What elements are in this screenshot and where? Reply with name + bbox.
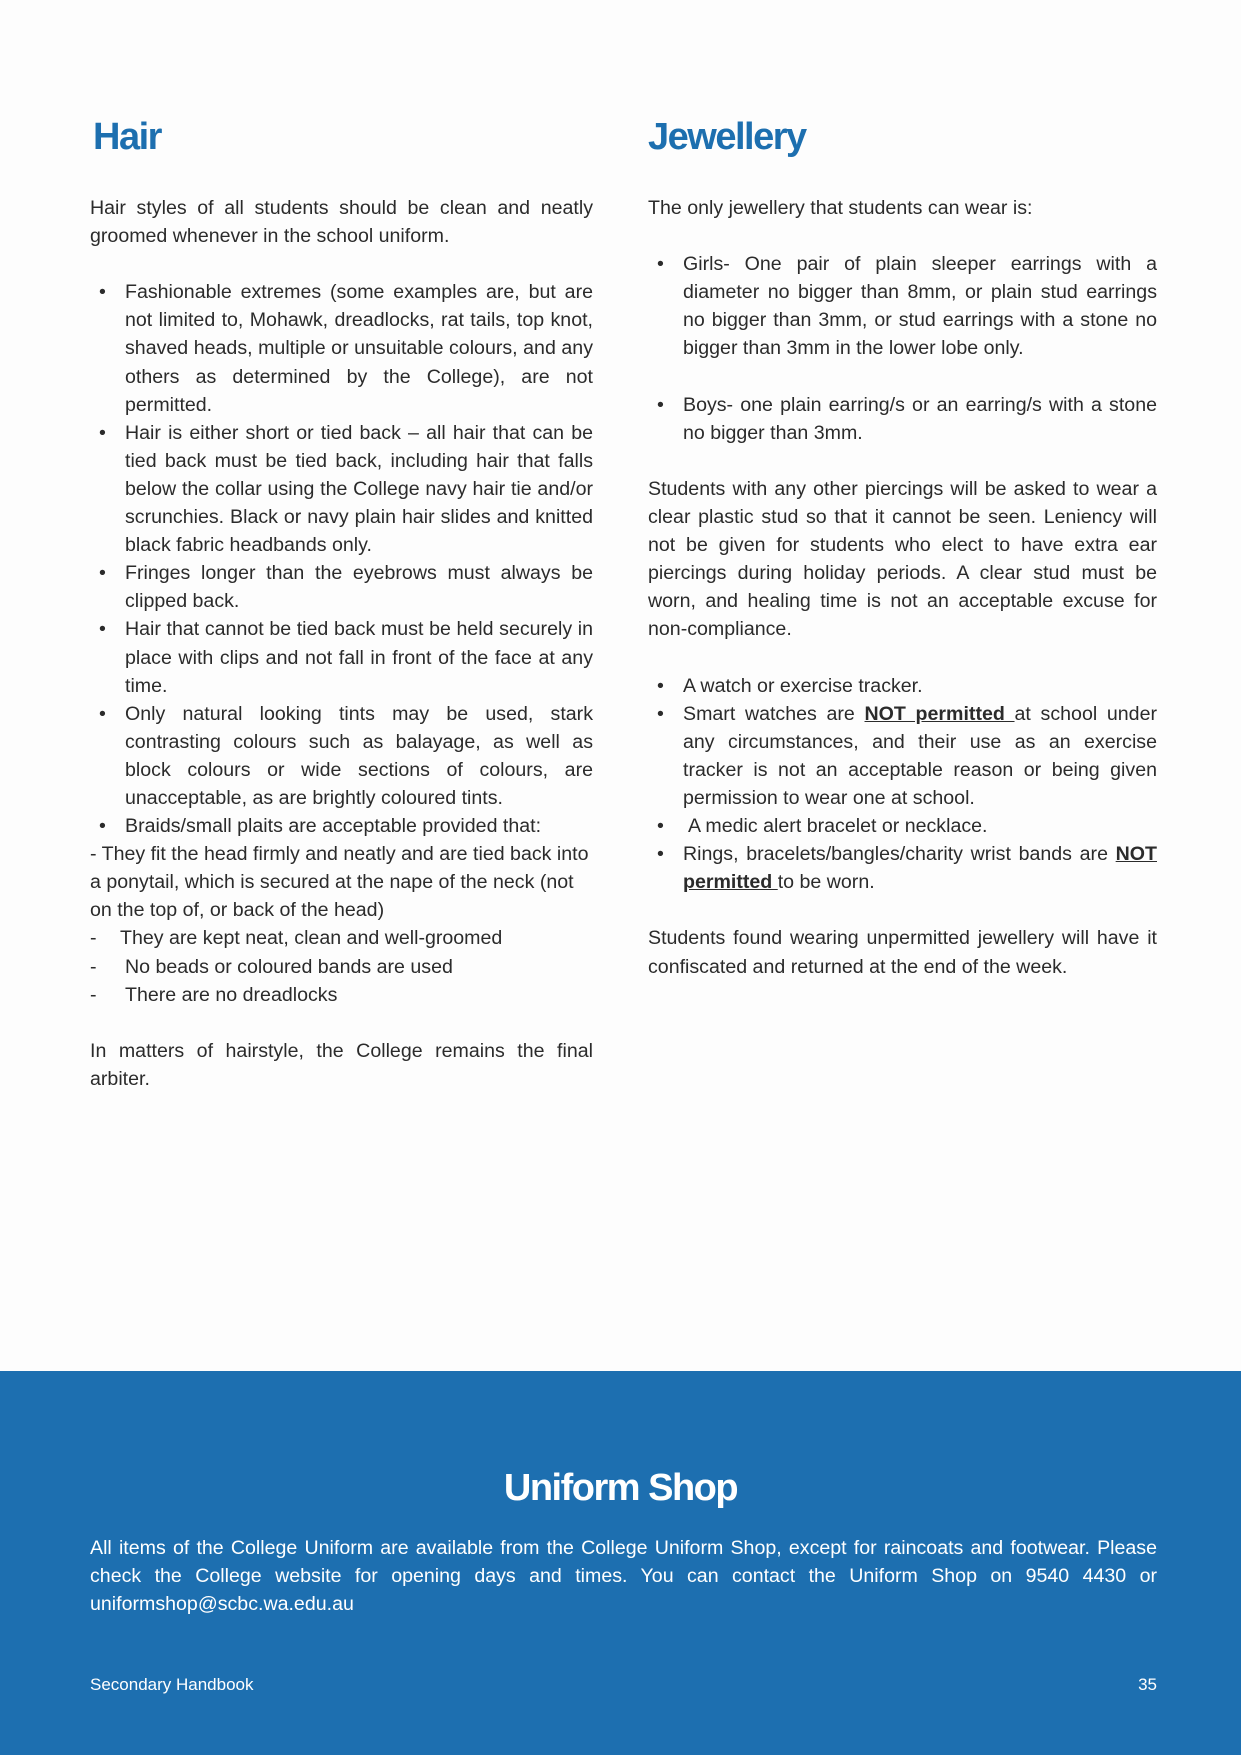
smart-watch-text-pre: Smart watches are bbox=[683, 702, 865, 725]
list-item: • A watch or exercise tracker. bbox=[648, 672, 1157, 700]
list-item: • Fringes longer than the eyebrows must always be clipped back. bbox=[90, 559, 593, 615]
earrings-list bbox=[648, 250, 1157, 362]
list-item: • Girls- One pair of plain sleeper earrings with a diameter no bigger than 8mm, or plain stud earrings no bigger than 3mm, or stud earrings with a stone no bigger than 3mm in the lower lobe only. bbox=[648, 250, 1157, 362]
hair-intro: Hair styles of all students should be clean and neatly groomed whenever in the school uniform. bbox=[90, 197, 593, 248]
list-item bbox=[648, 840, 1157, 896]
list-item: • Braids/small plaits are acceptable provided that: bbox=[90, 812, 593, 840]
dash-marker: - bbox=[90, 983, 97, 1006]
document-title: Secondary Handbook bbox=[90, 1675, 254, 1694]
uniform-shop-text: All items of the College Uniform are available from the College Uniform Shop, except for raincoats and footwear. Please check the College website for opening days and times. You can contact the Uniform Shop on 9540 4430 or uniformshop@scbc.wa.edu.au bbox=[90, 1537, 1157, 1616]
hair-heading: Hair bbox=[93, 116, 161, 158]
dash-marker: - bbox=[90, 927, 97, 950]
jewellery-intro: The only jewellery that students can wear is: bbox=[648, 197, 1033, 219]
page-number: 35 bbox=[1138, 1675, 1157, 1694]
medic-alert-text: A medic alert bracelet or necklace. bbox=[688, 815, 988, 838]
list-item: • Hair that cannot be tied back must be held securely in place with clips and not fall in front of the face at any time. bbox=[90, 615, 593, 699]
dash-text: There are no dreadlocks bbox=[125, 983, 338, 1006]
hair-rules-list bbox=[90, 278, 593, 840]
rings-text-post: to be worn. bbox=[777, 871, 875, 894]
dash-marker: - bbox=[90, 955, 97, 978]
not-permitted-emphasis: NOT permitted bbox=[864, 702, 1015, 725]
braid-condition: - They fit the head firmly and neatly and are tied back into a ponytail, which is secured at the nape of the neck (not on the top of, or back of the head) bbox=[90, 843, 589, 922]
smart-watch-text-post: at school under any circumstances, and their use as an exercise tracker is not an acceptable reason or being given permission to wear one at school. bbox=[683, 702, 1157, 809]
dash-item bbox=[90, 981, 593, 1009]
allowed-items-list bbox=[648, 672, 1157, 897]
list-item: • Hair is either short or tied back – all hair that can be tied back must be tied back, including hair that falls below the collar using the College navy hair tie and/or scrunchies. Black or navy plain hair slides and knitted black fabric headbands only. bbox=[90, 419, 593, 559]
jewellery-heading: Jewellery bbox=[648, 116, 806, 158]
piercings-paragraph: Students with any other piercings will be asked to wear a clear plastic stud so that it cannot be seen. Leniency will not be given for students who elect to have extra ear piercings during holiday periods. A clear stud must be worn, and healing time is not an acceptable excuse for non-compliance. bbox=[648, 477, 1157, 641]
list-item: • Boys- one plain earring/s or an earring/s with a stone no bigger than 3mm. bbox=[648, 391, 1157, 447]
hair-body bbox=[90, 194, 593, 1093]
list-item bbox=[648, 812, 1157, 840]
dash-text: No beads or coloured bands are used bbox=[125, 955, 453, 978]
earrings-list-boys bbox=[648, 391, 1157, 447]
rings-text-pre: Rings, bracelets/bangles/charity wrist bands are bbox=[683, 843, 1116, 866]
not-permitted-emphasis: NOT permitted bbox=[683, 843, 1157, 894]
jewellery-closing: Students found wearing unpermitted jewellery will have it confiscated and returned at the end of the week. bbox=[648, 927, 1157, 978]
list-item: • Only natural looking tints may be used, stark contrasting colours such as balayage, as well as block colours or wide sections of colours, are unacceptable, as are brightly coloured tints. bbox=[90, 700, 593, 812]
uniform-shop-heading: Uniform Shop bbox=[503, 1467, 738, 1509]
dash-item bbox=[90, 924, 593, 952]
hair-closing: In matters of hairstyle, the College remains the final arbiter. bbox=[90, 1039, 593, 1090]
dash-text: They are kept neat, clean and well-groomed bbox=[120, 927, 503, 950]
list-item bbox=[648, 700, 1157, 812]
uniform-shop-footer bbox=[0, 1371, 1241, 1755]
list-item: • Fashionable extremes (some examples are, but are not limited to, Mohawk, dreadlocks, rat tails, top knot, shaved heads, multiple or unsuitable colours, and any others as determined by the College), are not permitted. bbox=[90, 278, 593, 418]
dash-item bbox=[90, 953, 593, 981]
jewellery-body bbox=[648, 194, 1157, 981]
